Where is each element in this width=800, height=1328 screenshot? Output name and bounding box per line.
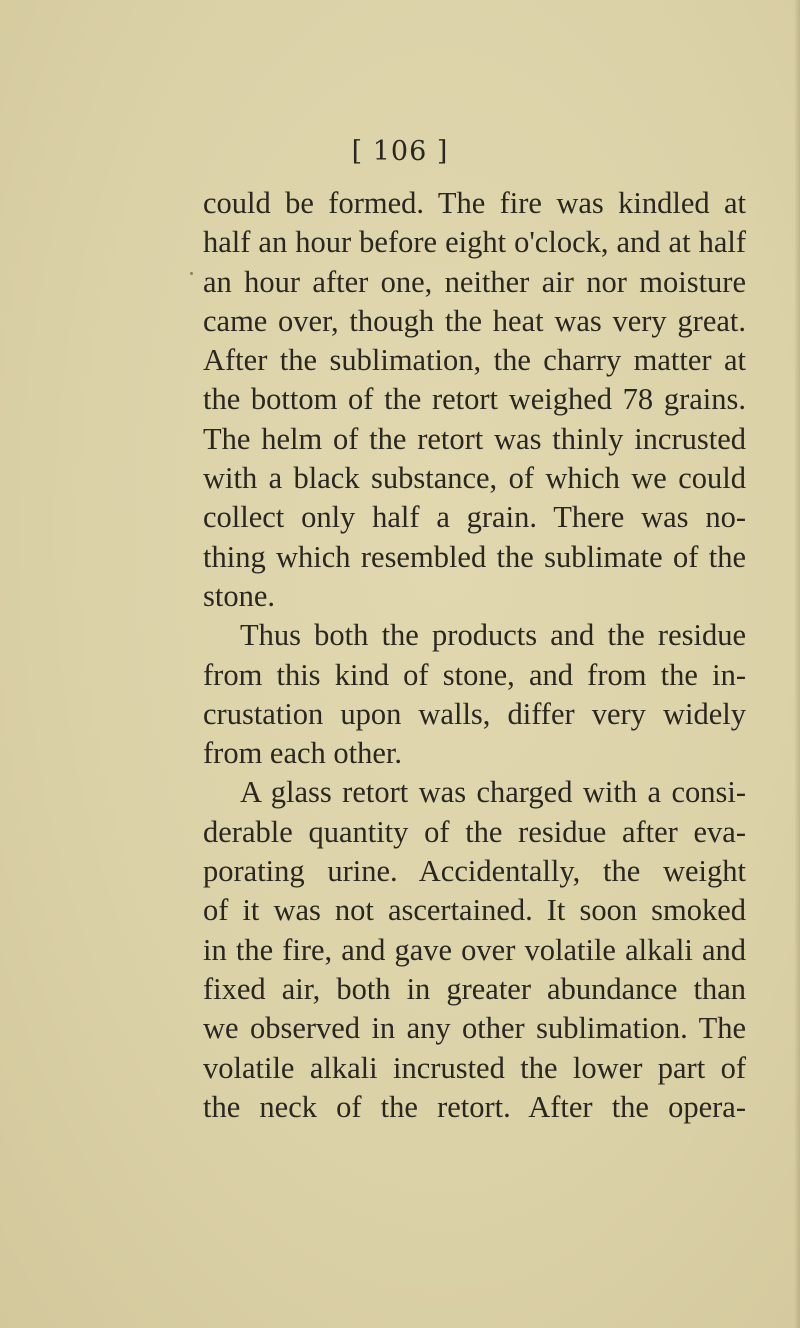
text-line: stone.: [203, 578, 276, 613]
text-line: The helm of the retort was thinly incrusted: [203, 421, 746, 456]
text-line: with a black substance, of which we could: [203, 461, 746, 496]
text-line: porating urine. Accidentally, the weight: [203, 854, 746, 889]
text-line: crustation upon walls, differ very widely: [203, 696, 746, 731]
body-text: [203, 184, 746, 1127]
text-line: an hour after one, neither air nor moisture: [203, 264, 746, 299]
text-line: derable quantity of the residue after eva-: [203, 814, 746, 849]
text-line: the neck of the retort. After the opera-: [203, 1089, 746, 1124]
paper-speck: [190, 272, 193, 275]
page-number: [ 106 ]: [351, 136, 449, 167]
text-line: thing which resembled the sublimate of the: [203, 539, 746, 574]
text-line: A glass retort was charged with a consi-: [240, 775, 746, 810]
text-line: After the sublimation, the charry matter at: [203, 343, 746, 378]
text-line: from this kind of stone, and from the in-: [203, 657, 746, 692]
text-line: the bottom of the retort weighed 78 grains.: [203, 382, 746, 417]
text-line: volatile alkali incrusted the lower part of: [203, 1050, 746, 1085]
text-line: from each other.: [203, 736, 403, 771]
page-edge: [794, 0, 800, 1328]
text-line: we observed in any other sublimation. The: [203, 1011, 746, 1046]
text-line: could be formed. The fire was kindled at: [203, 186, 746, 220]
text-line: Thus both the products and the residue: [240, 618, 746, 653]
text-line: fixed air, both in greater abundance than: [203, 971, 746, 1006]
text-line: in the fire, and gave over volatile alkali and: [203, 932, 746, 967]
text-line: half an hour before eight o'clock, and at half: [203, 225, 746, 260]
text-line: collect only half a grain. There was no-: [203, 500, 746, 535]
text-line: came over, though the heat was very great.: [203, 303, 746, 338]
text-line: of it was not ascertained. It soon smoked: [203, 893, 746, 928]
